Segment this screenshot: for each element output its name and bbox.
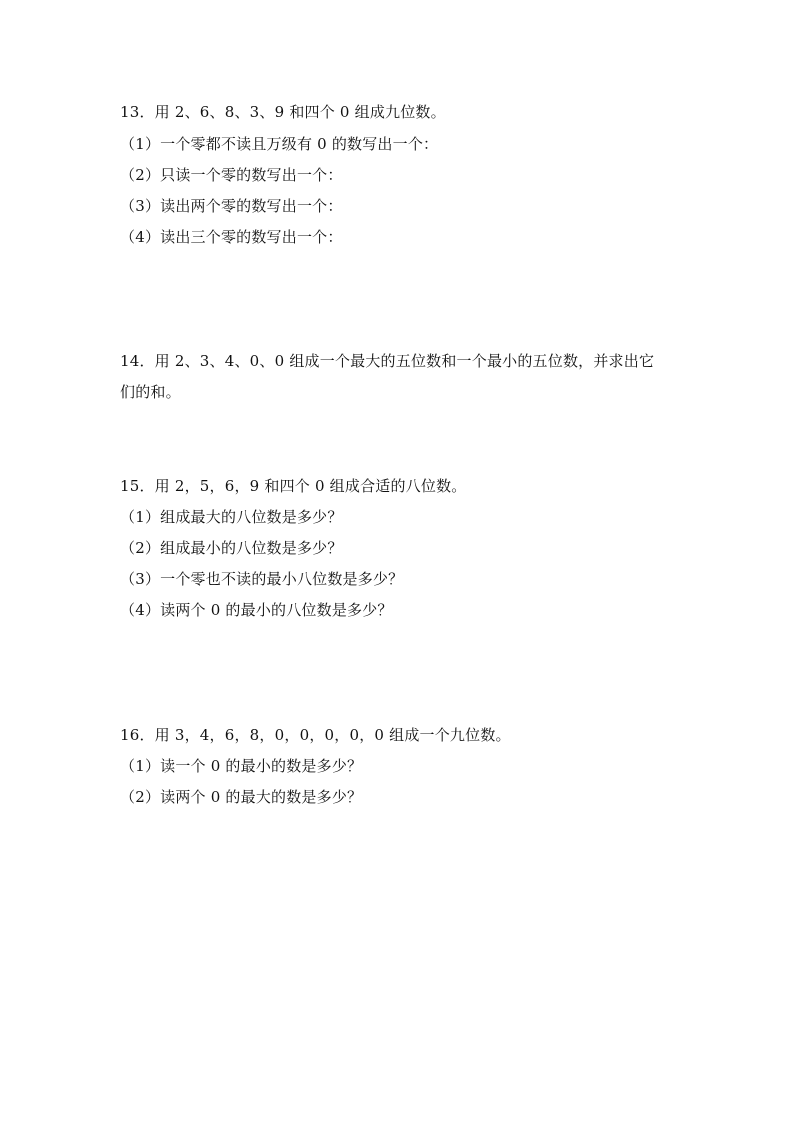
problem-14-stem-line-2: 们的和。	[120, 383, 181, 401]
problem-14-stem-line-1: 14．用 2、3、4、0、0 组成一个最大的五位数和一个最小的五位数，并求出它	[120, 352, 655, 370]
problem-13-item-4: （4）读出三个零的数写出一个：	[120, 228, 343, 246]
problem-13-stem: 13．用 2、6、8、3、9 和四个 0 组成九位数。	[120, 103, 446, 121]
problem-15-item-4: （4）读两个 0 的最小的八位数是多少？	[120, 601, 393, 619]
problem-16-item-1: （1）读一个 0 的最小的数是多少？	[120, 757, 363, 775]
problem-15-item-1: （1）组成最大的八位数是多少？	[120, 508, 343, 526]
problem-16-stem: 16．用 3，4，6，8，0，0，0，0，0 组成一个九位数。	[120, 726, 511, 744]
problem-13-item-1: （1）一个零都不读且万级有 0 的数写出一个：	[120, 135, 439, 153]
problem-15-item-3: （3）一个零也不读的最小八位数是多少？	[120, 570, 404, 588]
problem-15-stem: 15．用 2，5，6，9 和四个 0 组成合适的八位数。	[120, 477, 467, 495]
problem-15-item-2: （2）组成最小的八位数是多少？	[120, 539, 343, 557]
problem-16-item-2: （2）读两个 0 的最大的数是多少？	[120, 788, 363, 806]
problem-13-item-3: （3）读出两个零的数写出一个：	[120, 197, 343, 215]
problem-13-item-2: （2）只读一个零的数写出一个：	[120, 166, 343, 184]
